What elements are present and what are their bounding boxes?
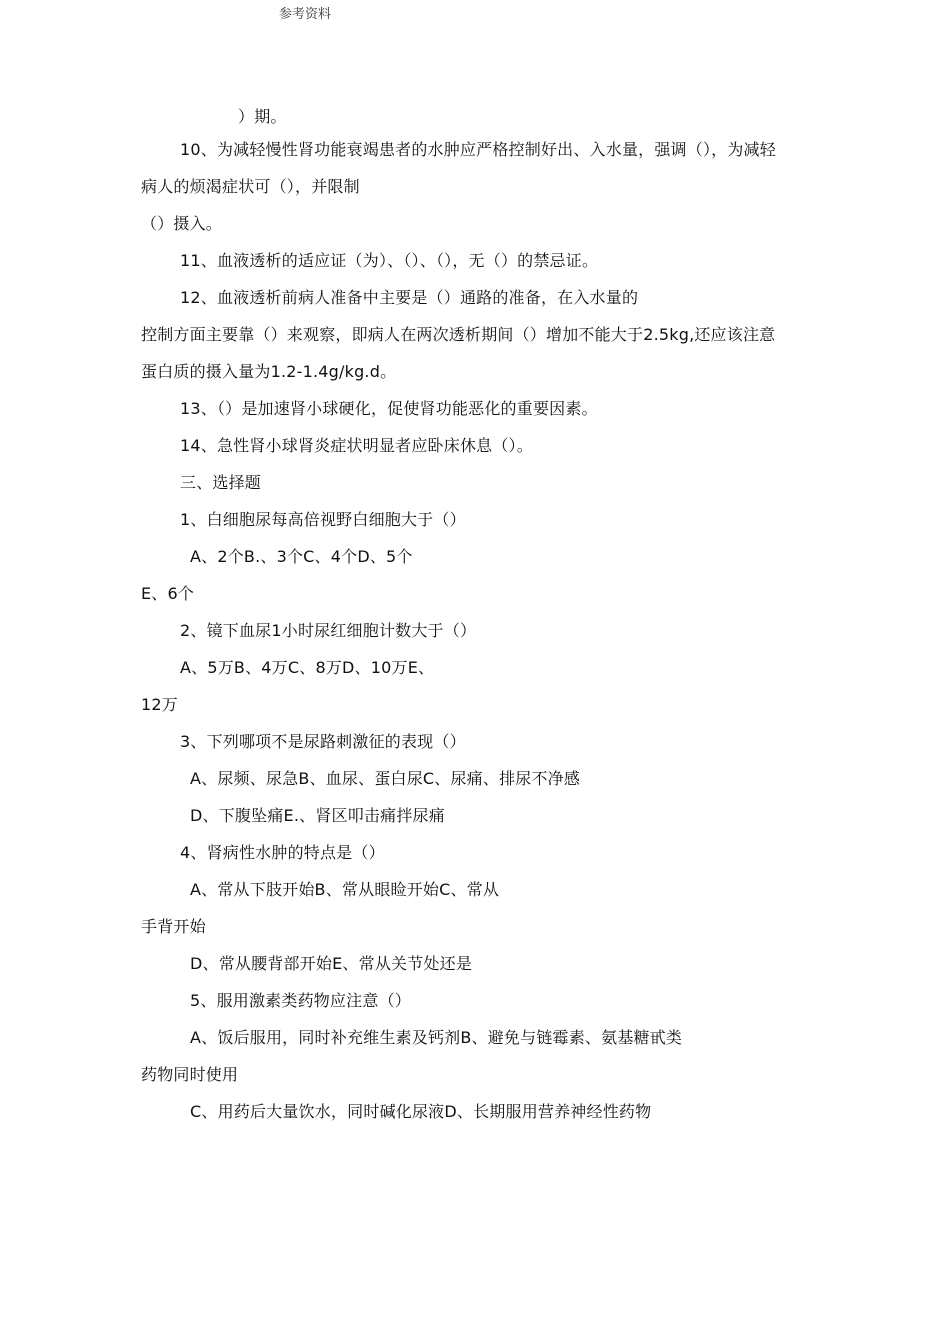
choice-options: A、5万B、4万C、8万D、10万E、 [180, 658, 435, 677]
choice-options: 手背开始 [141, 917, 206, 936]
choice-options: D、常从腰背部开始E、常从关节处还是 [190, 954, 473, 973]
choice-options: 药物同时使用 [141, 1065, 239, 1084]
choice-options: A、饭后服用，同时补充维生素及钙剂B、避免与链霉素、氨基糖甙类 [190, 1028, 683, 1047]
choice-options: 12万 [141, 695, 178, 714]
text-line: 蛋白质的摄入量为1.2-1.4g/kg.d。 [141, 362, 397, 381]
choice-question-5: 5、服用激素类药物应注意（） [190, 991, 411, 1010]
question-12-line: 12、血液透析前病人准备中主要是（）通路的准备，在入水量的 [180, 288, 639, 307]
question-14-line: 14、急性肾小球肾炎症状明显者应卧床休息（）。 [180, 436, 533, 455]
choice-options: C、用药后大量饮水，同时碱化尿液D、长期服用营养神经性药物 [190, 1102, 652, 1121]
choice-options: A、2个B.、3个C、4个D、5个 [190, 547, 413, 566]
text-line: （）摄入。 [141, 214, 223, 233]
question-10-line: 10、为减轻慢性肾功能衰竭患者的水肿应严格控制好出、入水量，强调（），为减轻 [180, 140, 776, 159]
question-13-line: 13、（）是加速肾小球硬化，促使肾功能恶化的重要因素。 [180, 399, 598, 418]
question-11-line: 11、血液透析的适应证（为）、（）、（），无（）的禁忌证。 [180, 251, 599, 270]
section-heading: 三、选择题 [180, 473, 262, 492]
text-line: ）期。 [238, 107, 287, 126]
page-header-label: 参考资料 [279, 7, 332, 22]
choice-options: A、尿频、尿急B、血尿、蛋白尿C、尿痛、排尿不净感 [190, 769, 581, 788]
choice-options: A、常从下肢开始B、常从眼睑开始C、常从 [190, 880, 500, 899]
choice-question-3: 3、下列哪项不是尿路刺激征的表现（） [180, 732, 466, 751]
choice-question-2: 2、镜下血尿1小时尿红细胞计数大于（） [180, 621, 477, 640]
choice-question-4: 4、肾病性水肿的特点是（） [180, 843, 385, 862]
choice-question-1: 1、白细胞尿每高倍视野白细胞大于（） [180, 510, 466, 529]
text-line: 病人的烦渴症状可（），并限制 [141, 177, 360, 196]
choice-options: E、6个 [141, 584, 195, 603]
choice-options: D、下腹坠痛E.、肾区叩击痛拌尿痛 [190, 806, 445, 825]
text-line: 控制方面主要靠（）来观察，即病人在两次透析期间（）增加不能大于2.5kg,还应该注意 [141, 325, 776, 344]
